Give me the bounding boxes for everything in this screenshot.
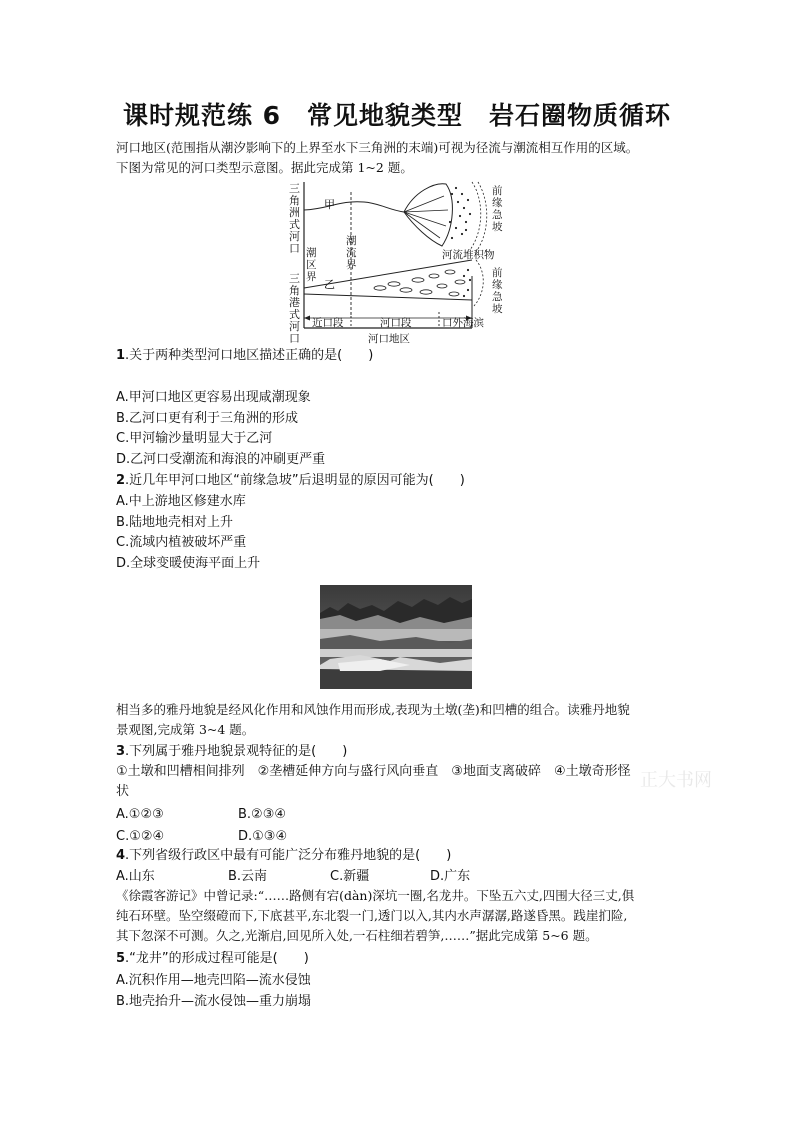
question-1	[116, 346, 373, 366]
sediment-label: 河流堆积物	[442, 249, 495, 261]
svg-text:潮: 潮	[346, 235, 357, 247]
river-jia	[304, 202, 404, 212]
q2-option-a[interactable]: A.中上游地区修建水库	[116, 494, 246, 509]
intro-1-line-2: 下图为常见的河口类型示意图。据此完成第 1~2 题。	[116, 160, 413, 175]
svg-text:界: 界	[306, 271, 317, 283]
q2-option-b[interactable]: B.陆地地壳相对上升	[116, 514, 234, 530]
slope-label-bottom	[492, 266, 503, 315]
q1-option-d[interactable]: D.乙河口受潮流和海浪的冲刷更严重	[116, 451, 326, 467]
label-jia: 甲	[324, 198, 335, 211]
svg-text:港: 港	[289, 296, 300, 309]
q5-option-a[interactable]: A.沉积作用—地壳凹陷—流水侵蚀	[116, 973, 311, 988]
svg-text:流: 流	[346, 247, 357, 259]
svg-text:河: 河	[289, 320, 300, 333]
delta-fan	[404, 184, 452, 246]
question-3-items-line-1: ①土墩和凹槽相间排列 ②垄槽延伸方向与盛行风向垂直 ③地面支离破碎 ④土墩奇形怪	[116, 764, 631, 779]
svg-text:角: 角	[289, 194, 300, 207]
svg-text:急: 急	[492, 209, 503, 221]
svg-text:角: 角	[289, 284, 300, 297]
page-title: 课时规范练 6 常见地貌类型 岩石圈物质循环	[122, 101, 672, 130]
svg-text:三: 三	[289, 272, 300, 285]
q4-option-d[interactable]: D.广东	[430, 869, 471, 884]
intro-3-line-1: 《徐霞客游记》中曾记录:“……路侧有宕(dàn)深坑一圈,名龙井。下坠五六丈,四围大径三丈,俱	[116, 888, 635, 903]
svg-text:前: 前	[492, 267, 503, 279]
svg-text:口: 口	[289, 332, 300, 345]
q1-option-b[interactable]: B.乙河口更有利于三角洲的形成	[116, 410, 299, 426]
svg-text:界: 界	[346, 259, 357, 271]
lower-slope-curve	[474, 260, 483, 306]
q3-option-d[interactable]: D.①③④	[238, 829, 288, 844]
q5-option-b[interactable]: B.地壳抬升—流水侵蚀—重力崩塌	[116, 994, 312, 1009]
question-5-stem: 5.“龙井”的形成过程可能是( )	[116, 951, 309, 966]
svg-text:洲: 洲	[289, 206, 300, 219]
svg-text:前: 前	[492, 185, 503, 197]
intro-paragraph-1	[116, 138, 638, 178]
tide-line-label	[346, 234, 357, 271]
question-5-options	[116, 970, 311, 1012]
watermark: 正大书网	[640, 770, 712, 791]
svg-text:式: 式	[289, 308, 300, 321]
question-5	[116, 949, 309, 969]
q2-option-c[interactable]: C.流域内植被破坏严重	[116, 535, 247, 550]
intro-paragraph-2	[116, 700, 630, 740]
svg-text:区: 区	[306, 259, 317, 271]
svg-text:缘: 缘	[492, 279, 503, 291]
svg-text:三: 三	[289, 182, 300, 195]
intro-3-line-2: 纯石环壁。坠空缀磴而下,下底甚平,东北裂一门,透门以入,其内水声潺潺,路遂昏黑。践崖扪险,	[116, 908, 628, 923]
question-3	[116, 742, 631, 802]
q4-option-c[interactable]: C.新疆	[330, 869, 370, 884]
svg-text:式: 式	[289, 218, 300, 231]
estuary-diagram	[284, 180, 526, 346]
segment-label-near: 近口段	[312, 317, 344, 329]
segment-label-estuary: 河口段	[380, 317, 412, 329]
question-3-items-line-2: 状	[116, 784, 130, 799]
q2-option-d[interactable]: D.全球变暖使海平面上升	[116, 555, 261, 571]
q4-option-b[interactable]: B.云南	[228, 869, 268, 884]
question-1-stem: 1.关于两种类型河口地区描述正确的是( )	[116, 348, 374, 363]
question-1-options	[116, 388, 325, 470]
question-4-options	[116, 867, 470, 887]
question-3-options	[116, 804, 287, 848]
region-label: 河口地区	[368, 333, 410, 345]
intro-3-line-3: 其下忽深不可测。久之,光渐启,回见所入处,一石柱细若碧笋,……”据此完成第 5~6 题。	[116, 928, 598, 943]
q4-option-a[interactable]: A.山东	[116, 869, 155, 884]
segment-label-offshore: 口外海滨	[442, 317, 484, 329]
question-4	[116, 846, 451, 866]
svg-text:急: 急	[492, 291, 503, 303]
left-label-delta	[289, 182, 300, 255]
intro-2-line-1: 相当多的雅丹地貌是经风化作用和风蚀作用而形成,表现为土墩(垄)和凹槽的组合。读雅丹地貌	[116, 702, 630, 717]
question-2-stem: 2.近几年甲河口地区“前缘急坡”后退明显的原因可能为( )	[116, 473, 465, 488]
question-2-options	[116, 492, 260, 574]
svg-text:口: 口	[289, 242, 300, 255]
question-3-stem: 3.下列属于雅丹地貌景观特征的是( )	[116, 744, 348, 759]
left-label-estuary	[289, 272, 300, 345]
intro-paragraph-3	[116, 886, 634, 946]
tide-zone-label	[306, 246, 317, 283]
yardang-landscape-photo	[320, 585, 472, 689]
svg-text:缘: 缘	[492, 197, 503, 209]
q3-option-a[interactable]: A.①②③	[116, 807, 164, 822]
q3-option-b[interactable]: B.②③④	[238, 807, 287, 822]
upper-slope-curve	[470, 182, 481, 250]
q1-option-a[interactable]: A.甲河口地区更容易出现咸潮现象	[116, 390, 311, 405]
svg-text:河: 河	[289, 230, 300, 243]
q3-option-c[interactable]: C.①②④	[116, 829, 165, 844]
estuary-lower-bank	[304, 294, 472, 300]
slope-label-top	[492, 184, 503, 233]
svg-text:潮: 潮	[306, 247, 317, 259]
label-yi: 乙	[324, 278, 335, 291]
intro-1-line-1: 河口地区(范围指从潮汐影响下的上界至水下三角洲的末端)可视为径流与潮流相互作用的区域。	[116, 140, 639, 155]
svg-text:坡: 坡	[492, 221, 503, 233]
q1-option-c[interactable]: C.甲河输沙量明显大于乙河	[116, 431, 273, 446]
intro-2-line-2: 景观图,完成第 3~4 题。	[116, 722, 255, 737]
question-2	[116, 471, 465, 491]
svg-text:坡: 坡	[492, 303, 503, 315]
question-4-stem: 4.下列省级行政区中最有可能广泛分布雅丹地貌的是( )	[116, 848, 452, 863]
